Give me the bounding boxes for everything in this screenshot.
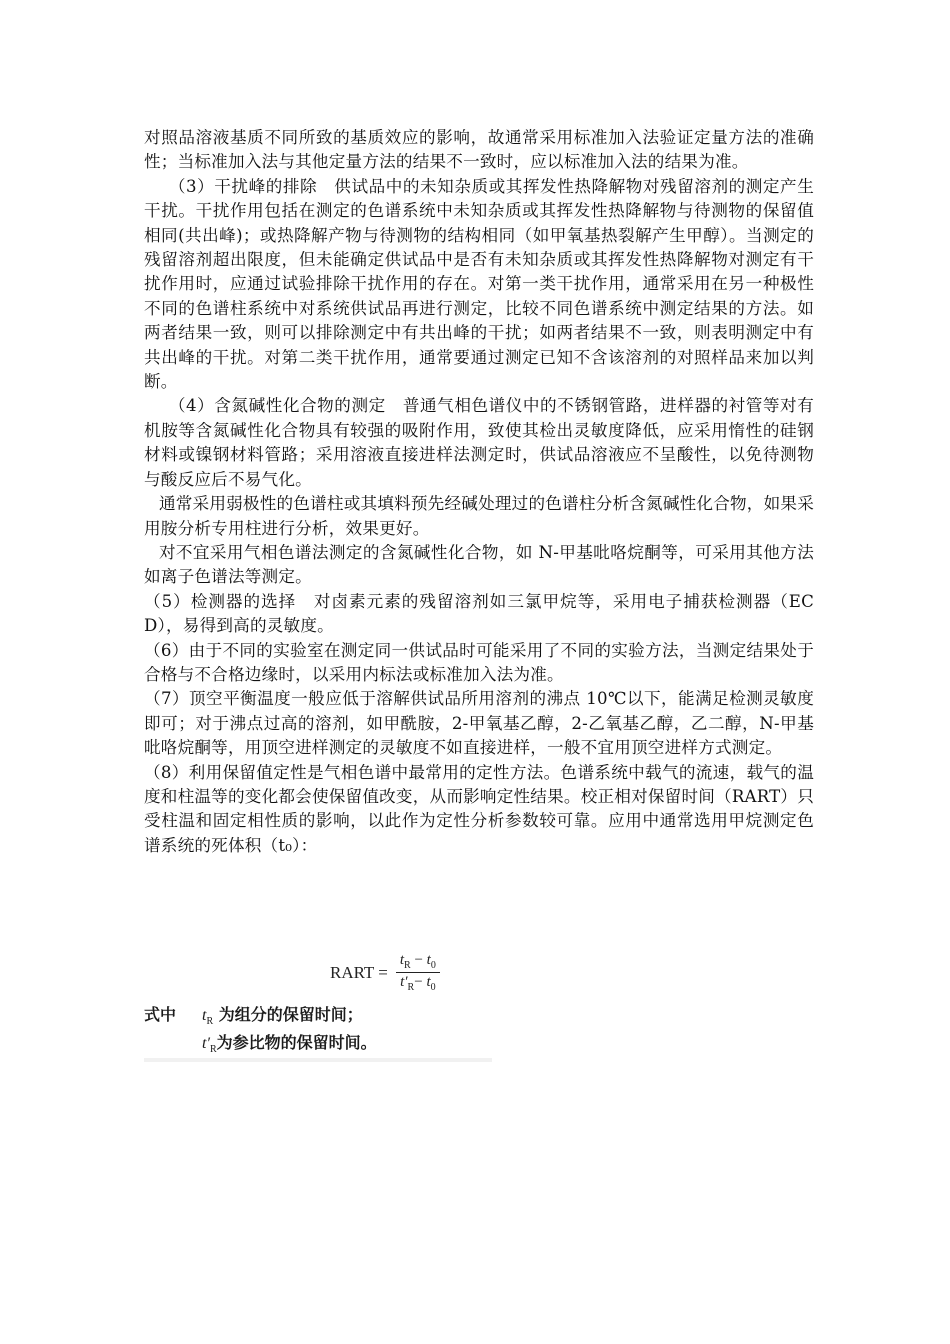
paragraph-other-methods: 对不宜采用气相色谱法测定的含氮碱性化合物，如 N-甲基吡咯烷酮等，可采用其他方法如离子色谱法等测定。: [144, 542, 814, 587]
formula-denominator: $t'_R- t_0$: [400, 974, 436, 993]
formula-legend: [144, 1000, 492, 1062]
legend-label: 式中: [144, 1005, 177, 1024]
legend-desc-tr: 为组分的保留时间；: [213, 1005, 363, 1024]
paragraph-weak-polar-column: 通常采用弱极性的色谱柱或其填料预先经碱处理过的色谱柱分析含氮碱性化合物，如果采用胺分析专用柱进行分析，效果更好。: [144, 494, 814, 538]
formula-fraction: [396, 952, 440, 993]
paragraph-continued: 对照品溶液基质不同所致的基质效应的影响，故通常采用标准加入法验证定量方法的准确性；当标准加入法与其他定量方法的结果不一致时，应以标准加入法的结果为准。: [144, 128, 814, 172]
paragraph-different-labs: （6）由于不同的实验室在测定同一供试品时可能采用了不同的实验方法，当测定结果处于合格与不合格边缘时，以采用内标法或标准加入法为准。: [144, 640, 814, 684]
paragraph-detector-choice: （5）检测器的选择 对卤素元素的残留溶剂如三氯甲烷等，采用电子捕获检测器（ECD），易得到高的灵敏度。: [144, 591, 814, 636]
symbol-tr: $t_R$: [202, 1007, 214, 1028]
paragraph-headspace-temperature: （7）顶空平衡温度一般应低于溶解供试品所用溶剂的沸点 10℃以下，能满足检测灵敏度即可；对于沸点过高的溶剂，如甲酰胺，2-甲氧基乙醇，2-乙氧基乙醇，乙二醇，N-甲基吡咯烷酮等，用顶空进样测定的灵敏度不如直接进样，一般不宜用顶空进样方式测定。: [144, 689, 814, 758]
rart-formula: [330, 952, 440, 993]
paragraph-basic-compounds: （4）含氮碱性化合物的测定 普通气相色谱仪中的不锈钢管路，进样器的衬管等对有机胺等含氮碱性化合物具有较强的吸附作用，致使其检出灵敏度降低，应采用惰性的硅钢材料或镍钢材料管路；采用溶液直接进样法测定时，供试品溶液应不呈酸性，以免待测物与酸反应后不易气化。: [144, 396, 814, 489]
formula-numerator: $t_R - t_0$: [396, 952, 440, 973]
paragraph-interference-peaks: （3）干扰峰的排除 供试品中的未知杂质或其挥发性热降解物对残留溶剂的测定产生干扰。干扰作用包括在测定的色谱系统中未知杂质或其挥发性热降解物与待测物的保留值相同(共出峰)；或热降解产物与待测物的结构相同（如甲氧基热裂解产生甲醇）。当测定的残留溶剂超出限度，但未能确定供试品中是否有未知杂质或其挥发性热降解物对测定有干扰作用时，应通过试验排除干扰作用的存在。对第一类干扰作用，通常采用在另一种极性不同的色谱柱系统中对系统供试品再进行测定，比较不同色谱系统中测定结果的方法。如两者结果一致，则可以排除测定中有共出峰的干扰；如两者结果不一致，则表明测定中有共出峰的干扰。对第二类干扰作用，通常要通过测定已知不含该溶剂的对照样品来加以判断。: [144, 176, 814, 392]
formula-lhs: RART =: [330, 962, 388, 982]
body-text: [144, 126, 814, 858]
legend-row-tr-prime: [144, 1030, 377, 1055]
paragraph-retention-value: （8）利用保留值定性是气相色谱中最常用的定性方法。色谱系统中载气的流速，载气的温度和柱温等的变化都会使保留值改变，从而影响定性结果。校正相对保留时间（RART）只受柱温和固定相性质的影响，以此作为定性分析参数较可靠。应用中通常选用甲烷测定色谱系统的死体积（t₀）：: [144, 762, 814, 855]
legend-row-tr: [144, 1002, 363, 1027]
symbol-tr-prime: $t'_R$: [202, 1035, 217, 1056]
legend-desc-tr-prime: 为参比物的保留时间。: [216, 1033, 377, 1052]
